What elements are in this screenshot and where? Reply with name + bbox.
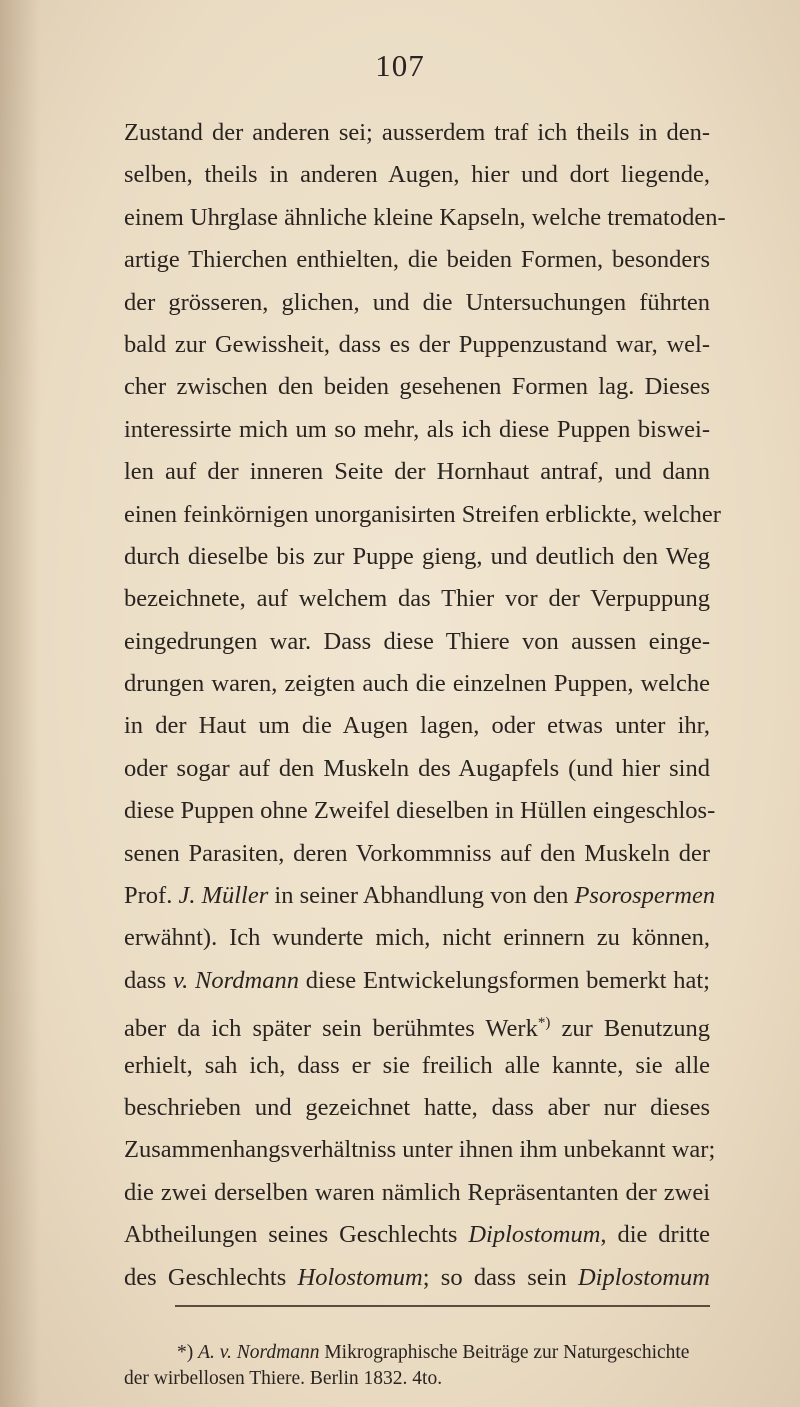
text-line: einem Uhrglase ähnliche kleine Kapseln, welche trematoden- (124, 203, 726, 231)
text-line: artige Thierchen enthielten, die beiden Formen, besonders (124, 246, 710, 274)
text-line: interessirte mich um so mehr, als ich diese Puppen biswei- (124, 415, 710, 443)
term-italic: Psorospermen (574, 882, 716, 910)
text-line: Zustand der anderen sei; ausserdem traf ich theils in den- (124, 119, 710, 146)
text-line: in der Haut um die Augen lagen, oder etwas unter ihr, (124, 712, 710, 740)
footnote (124, 1340, 710, 1392)
text-line: Abtheilungen seines Geschlechts Diplostomum, die dritte (124, 1221, 710, 1249)
text-line: dass v. Nordmann diese Entwickelungsformen bemerkt hat; (124, 966, 710, 994)
text-line: bezeichnete, auf welchem das Thier vor der Verpuppung (124, 585, 710, 613)
footnote-author: A. v. Nordmann (198, 1342, 320, 1363)
text-line: diese Puppen ohne Zweifel dieselben in Hüllen eingeschlos- (124, 797, 716, 825)
text-line: erhielt, sah ich, dass er sie freilich alle kannte, sie alle (124, 1051, 710, 1079)
text-line: die zwei derselben waren nämlich Repräsentanten der zwei (124, 1178, 710, 1206)
text-line: selben, theils in anderen Augen, hier und dort liegende, (124, 161, 710, 189)
text-line: oder sogar auf den Muskeln des Augapfels (und hier sind (124, 754, 710, 782)
text-line: aber da ich später sein berühmtes Werk*) zur Benutzung (124, 1015, 710, 1043)
text-line: bald zur Gewissheit, dass es der Puppenzustand war, wel- (124, 330, 710, 358)
footnote-divider (175, 1305, 710, 1307)
page-edge-shadow (0, 0, 40, 1407)
text-line: Prof. J. Müller in seiner Abhandlung von den Psorospermen (124, 882, 716, 910)
footnote-line: der wirbellosen Thiere. Berlin 1832. 4to. (124, 1368, 443, 1389)
text-line: durch dieselbe bis zur Puppe gieng, und deutlich den Weg (124, 542, 710, 570)
text-line: der grösseren, glichen, und die Untersuchungen führten (124, 288, 710, 316)
footnote-line: *) A. v. Nordmann Mikrographische Beiträge zur Naturgeschichte (177, 1342, 690, 1363)
text-line: beschrieben und gezeichnet hatte, dass aber nur dieses (124, 1093, 710, 1121)
body-text (124, 112, 726, 1299)
text-line: cher zwischen den beiden gesehenen Formen lag. Dieses (124, 373, 710, 401)
text-line: Zusammenhangsverhältniss unter ihnen ihm unbekannt war; (124, 1136, 716, 1164)
genus-name-italic: Holostomum (297, 1263, 423, 1291)
footnote-marker: *) (177, 1342, 194, 1363)
text-line: des Geschlechts Holostomum; so dass sein Diplostomum (124, 1263, 710, 1291)
footnote-reference: *) (537, 1015, 551, 1032)
page-number: 107 (375, 48, 425, 83)
author-name-italic: v. Nordmann (173, 966, 299, 994)
author-name-italic: J. Müller (178, 882, 269, 910)
text-line: eingedrungen war. Dass diese Thiere von aussen einge- (124, 627, 710, 655)
genus-name-italic: Diplostomum (577, 1263, 710, 1291)
text-line: drungen waren, zeigten auch die einzelnen Puppen, welche (124, 670, 710, 698)
text-line: erwähnt). Ich wunderte mich, nicht erinnern zu können, (124, 924, 710, 952)
text-line: einen feinkörnigen unorganisirten Streifen erblickte, welcher (124, 500, 721, 528)
genus-name-italic: Diplostomum (468, 1221, 601, 1249)
text-line: len auf der inneren Seite der Hornhaut antraf, und dann (124, 458, 710, 486)
text-line: senen Parasiten, deren Vorkommniss auf den Muskeln der (124, 839, 710, 867)
